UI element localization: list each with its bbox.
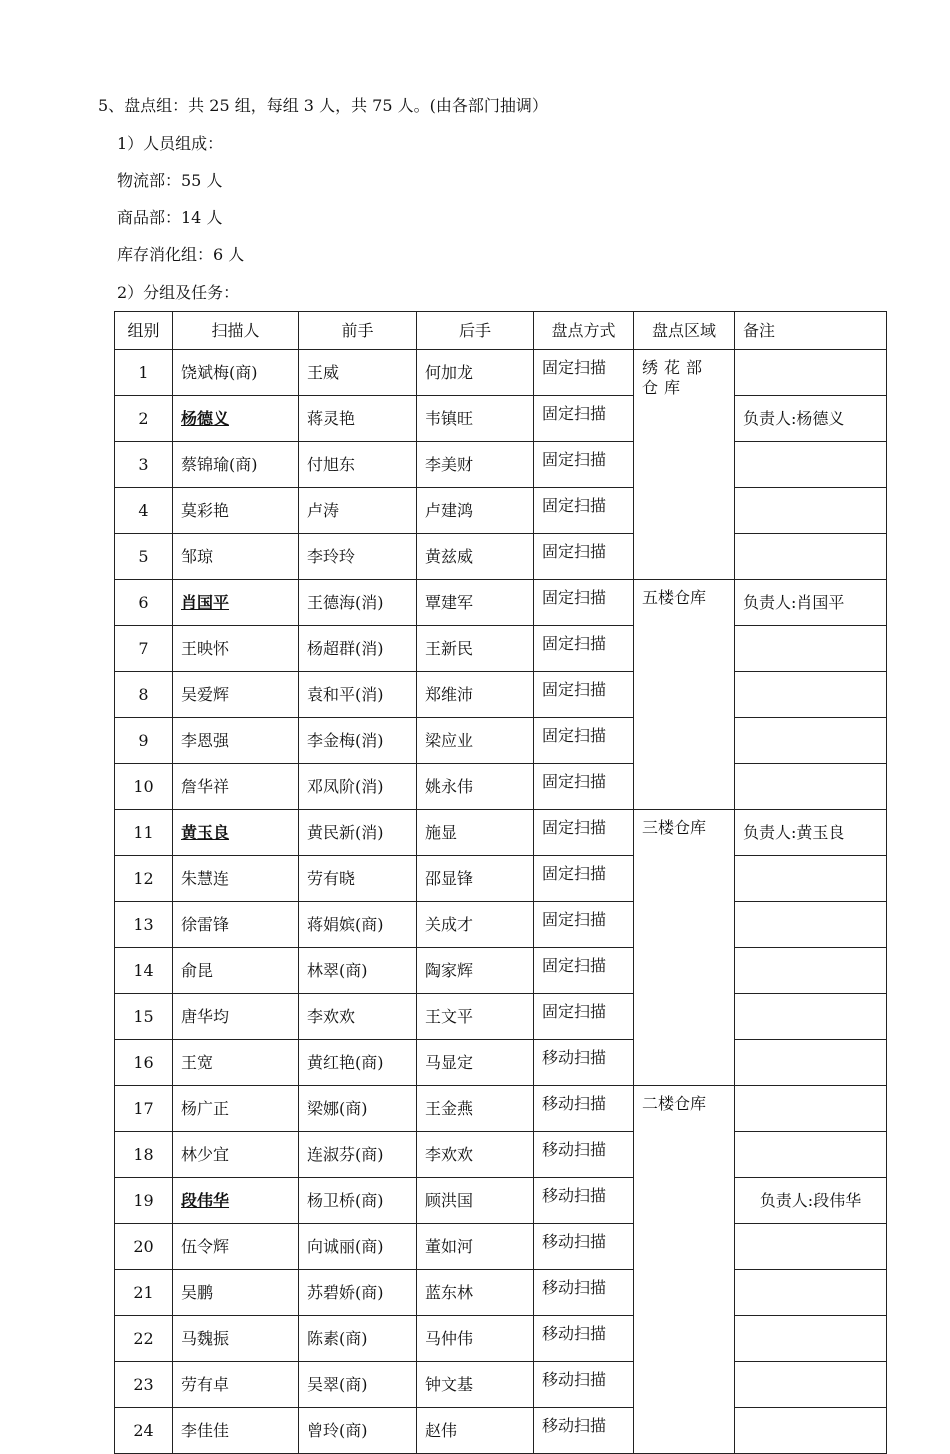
scanner-name: 马魏振 xyxy=(181,1328,230,1348)
table-row xyxy=(115,1270,887,1316)
scanner-name: 唐华均 xyxy=(181,1006,230,1026)
table-row xyxy=(115,1132,887,1178)
cell-back: 黄兹威 xyxy=(417,534,534,580)
cell-note: 负责人:肖国平 xyxy=(735,580,887,626)
cell-area: 绣花部仓库 xyxy=(634,350,735,580)
cell-back: 马仲伟 xyxy=(417,1316,534,1362)
scanner-name: 伍令辉 xyxy=(181,1236,230,1256)
scanner-name: 劳有卓 xyxy=(181,1374,230,1394)
cell-note xyxy=(735,1132,887,1178)
cell-scanner xyxy=(173,1040,299,1086)
cell-back: 钟文基 xyxy=(417,1362,534,1408)
cell-group: 5 xyxy=(115,534,173,580)
cell-scanner xyxy=(173,1408,299,1454)
cell-method: 移动扫描 xyxy=(534,1270,634,1316)
cell-scanner xyxy=(173,442,299,488)
cell-group: 6 xyxy=(115,580,173,626)
cell-back: 何加龙 xyxy=(417,350,534,396)
cell-group: 23 xyxy=(115,1362,173,1408)
table-row xyxy=(115,1362,887,1408)
cell-front: 付旭东 xyxy=(299,442,417,488)
table-row xyxy=(115,902,887,948)
cell-note xyxy=(735,672,887,718)
cell-back: 王新民 xyxy=(417,626,534,672)
cell-note xyxy=(735,1408,887,1454)
cell-group: 9 xyxy=(115,718,173,764)
cell-scanner xyxy=(173,1178,299,1224)
table-row xyxy=(115,856,887,902)
cell-group: 21 xyxy=(115,1270,173,1316)
cell-note xyxy=(735,1270,887,1316)
table-row xyxy=(115,1224,887,1270)
cell-note xyxy=(735,856,887,902)
cell-scanner xyxy=(173,580,299,626)
cell-back: 郑维沛 xyxy=(417,672,534,718)
cell-group: 4 xyxy=(115,488,173,534)
cell-scanner xyxy=(173,396,299,442)
subheading-staff: 1）人员组成： xyxy=(117,134,224,153)
table-row xyxy=(115,1086,887,1132)
cell-scanner xyxy=(173,902,299,948)
table-row xyxy=(115,534,887,580)
table-row xyxy=(115,810,887,856)
cell-scanner xyxy=(173,718,299,764)
cell-group: 8 xyxy=(115,672,173,718)
scanner-name: 詹华祥 xyxy=(181,776,230,796)
table-row xyxy=(115,1040,887,1086)
cell-method: 固定扫描 xyxy=(534,396,634,442)
cell-front: 王威 xyxy=(299,350,417,396)
cell-front: 李金梅(消) xyxy=(299,718,417,764)
cell-scanner xyxy=(173,626,299,672)
scanner-name: 邹琼 xyxy=(181,546,214,566)
scanner-name: 吴爱辉 xyxy=(181,684,230,704)
cell-scanner xyxy=(173,1362,299,1408)
header-group: 组别 xyxy=(115,312,173,350)
cell-scanner xyxy=(173,764,299,810)
table-row xyxy=(115,1178,887,1224)
cell-group: 22 xyxy=(115,1316,173,1362)
scanner-name: 杨德义 xyxy=(181,408,230,428)
cell-back: 蓝东林 xyxy=(417,1270,534,1316)
cell-back: 陶家辉 xyxy=(417,948,534,994)
cell-back: 王金燕 xyxy=(417,1086,534,1132)
staff-merchandise: 商品部：14 人 xyxy=(117,208,223,227)
cell-note xyxy=(735,626,887,672)
cell-scanner xyxy=(173,1270,299,1316)
cell-scanner xyxy=(173,488,299,534)
cell-note xyxy=(735,1224,887,1270)
cell-method: 固定扫描 xyxy=(534,350,634,396)
cell-method: 固定扫描 xyxy=(534,534,634,580)
cell-front: 林翠(商) xyxy=(299,948,417,994)
cell-note xyxy=(735,718,887,764)
cell-back: 马显定 xyxy=(417,1040,534,1086)
cell-method: 移动扫描 xyxy=(534,1316,634,1362)
cell-note xyxy=(735,1362,887,1408)
cell-scanner xyxy=(173,672,299,718)
scanner-name: 李恩强 xyxy=(181,730,230,750)
table-row xyxy=(115,442,887,488)
cell-method: 固定扫描 xyxy=(534,948,634,994)
cell-group: 15 xyxy=(115,994,173,1040)
cell-note xyxy=(735,442,887,488)
cell-group: 13 xyxy=(115,902,173,948)
scanner-name: 王宽 xyxy=(181,1052,214,1072)
scanner-name: 徐雷锋 xyxy=(181,914,230,934)
cell-note xyxy=(735,1086,887,1132)
cell-back: 覃建军 xyxy=(417,580,534,626)
cell-front: 李欢欢 xyxy=(299,994,417,1040)
cell-front: 连淑芬(商) xyxy=(299,1132,417,1178)
cell-front: 杨卫桥(商) xyxy=(299,1178,417,1224)
table-row xyxy=(115,626,887,672)
cell-back: 顾洪国 xyxy=(417,1178,534,1224)
cell-group: 7 xyxy=(115,626,173,672)
scanner-name: 吴鹏 xyxy=(181,1282,214,1302)
scanner-name: 王映怀 xyxy=(181,638,230,658)
cell-note xyxy=(735,534,887,580)
cell-note xyxy=(735,902,887,948)
cell-front: 卢涛 xyxy=(299,488,417,534)
cell-method: 固定扫描 xyxy=(534,672,634,718)
header-back: 后手 xyxy=(417,312,534,350)
cell-back: 韦镇旺 xyxy=(417,396,534,442)
scanner-name: 肖国平 xyxy=(181,592,230,612)
scanner-name: 朱慧连 xyxy=(181,868,230,888)
cell-method: 移动扫描 xyxy=(534,1362,634,1408)
cell-scanner xyxy=(173,948,299,994)
cell-method: 固定扫描 xyxy=(534,994,634,1040)
table-row xyxy=(115,672,887,718)
scanner-name: 黄玉良 xyxy=(181,822,230,842)
cell-back: 邵显锋 xyxy=(417,856,534,902)
cell-note xyxy=(735,994,887,1040)
cell-group: 11 xyxy=(115,810,173,856)
table-header-row xyxy=(115,312,887,350)
cell-method: 固定扫描 xyxy=(534,626,634,672)
cell-back: 赵伟 xyxy=(417,1408,534,1454)
table-row xyxy=(115,350,887,396)
cell-group: 20 xyxy=(115,1224,173,1270)
cell-front: 吴翠(商) xyxy=(299,1362,417,1408)
cell-back: 董如河 xyxy=(417,1224,534,1270)
cell-method: 移动扫描 xyxy=(534,1040,634,1086)
table-row xyxy=(115,488,887,534)
cell-method: 移动扫描 xyxy=(534,1178,634,1224)
cell-scanner xyxy=(173,994,299,1040)
cell-front: 袁和平(消) xyxy=(299,672,417,718)
table-row xyxy=(115,1408,887,1454)
cell-scanner xyxy=(173,1224,299,1270)
cell-back: 梁应业 xyxy=(417,718,534,764)
cell-method: 移动扫描 xyxy=(534,1408,634,1454)
cell-method: 移动扫描 xyxy=(534,1224,634,1270)
scanner-name: 俞昆 xyxy=(181,960,214,980)
table-row xyxy=(115,764,887,810)
scanner-name: 李佳佳 xyxy=(181,1420,230,1440)
cell-note: 负责人:黄玉良 xyxy=(735,810,887,856)
cell-method: 固定扫描 xyxy=(534,442,634,488)
cell-method: 移动扫描 xyxy=(534,1086,634,1132)
cell-method: 固定扫描 xyxy=(534,764,634,810)
scanner-name: 蔡锦瑜(商) xyxy=(181,454,258,474)
cell-back: 王文平 xyxy=(417,994,534,1040)
scanner-name: 段伟华 xyxy=(181,1190,230,1210)
subheading-groups: 2）分组及任务： xyxy=(117,283,240,302)
cell-group: 24 xyxy=(115,1408,173,1454)
scanner-name: 莫彩艳 xyxy=(181,500,230,520)
cell-method: 固定扫描 xyxy=(534,856,634,902)
cell-area: 三楼仓库 xyxy=(634,810,735,1086)
cell-front: 陈素(商) xyxy=(299,1316,417,1362)
staff-inventory: 库存消化组：6 人 xyxy=(117,245,245,264)
cell-back: 施显 xyxy=(417,810,534,856)
cell-group: 1 xyxy=(115,350,173,396)
cell-note: 负责人:杨德义 xyxy=(735,396,887,442)
table-row xyxy=(115,948,887,994)
table-body xyxy=(115,312,887,1454)
cell-back: 关成才 xyxy=(417,902,534,948)
cell-group: 2 xyxy=(115,396,173,442)
cell-note xyxy=(735,350,887,396)
cell-note: 负责人:段伟华 xyxy=(735,1178,887,1224)
cell-area: 五楼仓库 xyxy=(634,580,735,810)
cell-group: 14 xyxy=(115,948,173,994)
cell-front: 曾玲(商) xyxy=(299,1408,417,1454)
cell-back: 李欢欢 xyxy=(417,1132,534,1178)
header-scanner: 扫描人 xyxy=(173,312,299,350)
table-row xyxy=(115,1316,887,1362)
section-heading: 5、盘点组：共 25 组，每组 3 人，共 75 人。(由各部门抽调） xyxy=(98,96,548,115)
cell-front: 李玲玲 xyxy=(299,534,417,580)
cell-scanner xyxy=(173,350,299,396)
table-row xyxy=(115,994,887,1040)
scanner-name: 饶斌梅(商) xyxy=(181,362,258,382)
table-row xyxy=(115,396,887,442)
cell-method: 固定扫描 xyxy=(534,580,634,626)
cell-scanner xyxy=(173,1316,299,1362)
group-table xyxy=(114,311,887,1454)
cell-group: 3 xyxy=(115,442,173,488)
cell-method: 固定扫描 xyxy=(534,810,634,856)
cell-group: 12 xyxy=(115,856,173,902)
cell-method: 固定扫描 xyxy=(534,718,634,764)
header-note: 备注 xyxy=(735,312,887,350)
cell-method: 固定扫描 xyxy=(534,488,634,534)
header-method: 盘点方式 xyxy=(534,312,634,350)
cell-scanner xyxy=(173,856,299,902)
cell-front: 梁娜(商) xyxy=(299,1086,417,1132)
cell-scanner xyxy=(173,534,299,580)
header-area: 盘点区域 xyxy=(634,312,735,350)
cell-group: 10 xyxy=(115,764,173,810)
cell-scanner xyxy=(173,810,299,856)
cell-note xyxy=(735,1316,887,1362)
table-row xyxy=(115,580,887,626)
cell-group: 16 xyxy=(115,1040,173,1086)
cell-scanner xyxy=(173,1132,299,1178)
cell-group: 19 xyxy=(115,1178,173,1224)
cell-front: 杨超群(消) xyxy=(299,626,417,672)
cell-note xyxy=(735,948,887,994)
cell-front: 蒋灵艳 xyxy=(299,396,417,442)
cell-front: 黄红艳(商) xyxy=(299,1040,417,1086)
cell-back: 李美财 xyxy=(417,442,534,488)
cell-method: 移动扫描 xyxy=(534,1132,634,1178)
table-row xyxy=(115,718,887,764)
cell-note xyxy=(735,1040,887,1086)
cell-front: 邓凤阶(消) xyxy=(299,764,417,810)
cell-scanner xyxy=(173,1086,299,1132)
cell-note xyxy=(735,488,887,534)
staff-logistics: 物流部：55 人 xyxy=(117,171,223,190)
cell-front: 黄民新(消) xyxy=(299,810,417,856)
cell-front: 王德海(消) xyxy=(299,580,417,626)
cell-back: 卢建鸿 xyxy=(417,488,534,534)
cell-note xyxy=(735,764,887,810)
cell-front: 向诚丽(商) xyxy=(299,1224,417,1270)
cell-group: 18 xyxy=(115,1132,173,1178)
cell-area: 二楼仓库 xyxy=(634,1086,735,1454)
cell-front: 劳有晓 xyxy=(299,856,417,902)
cell-front: 苏碧娇(商) xyxy=(299,1270,417,1316)
cell-back: 姚永伟 xyxy=(417,764,534,810)
scanner-name: 林少宜 xyxy=(181,1144,230,1164)
scanner-name: 杨广正 xyxy=(181,1098,230,1118)
header-front: 前手 xyxy=(299,312,417,350)
cell-group: 17 xyxy=(115,1086,173,1132)
cell-method: 固定扫描 xyxy=(534,902,634,948)
cell-front: 蒋娟嫔(商) xyxy=(299,902,417,948)
